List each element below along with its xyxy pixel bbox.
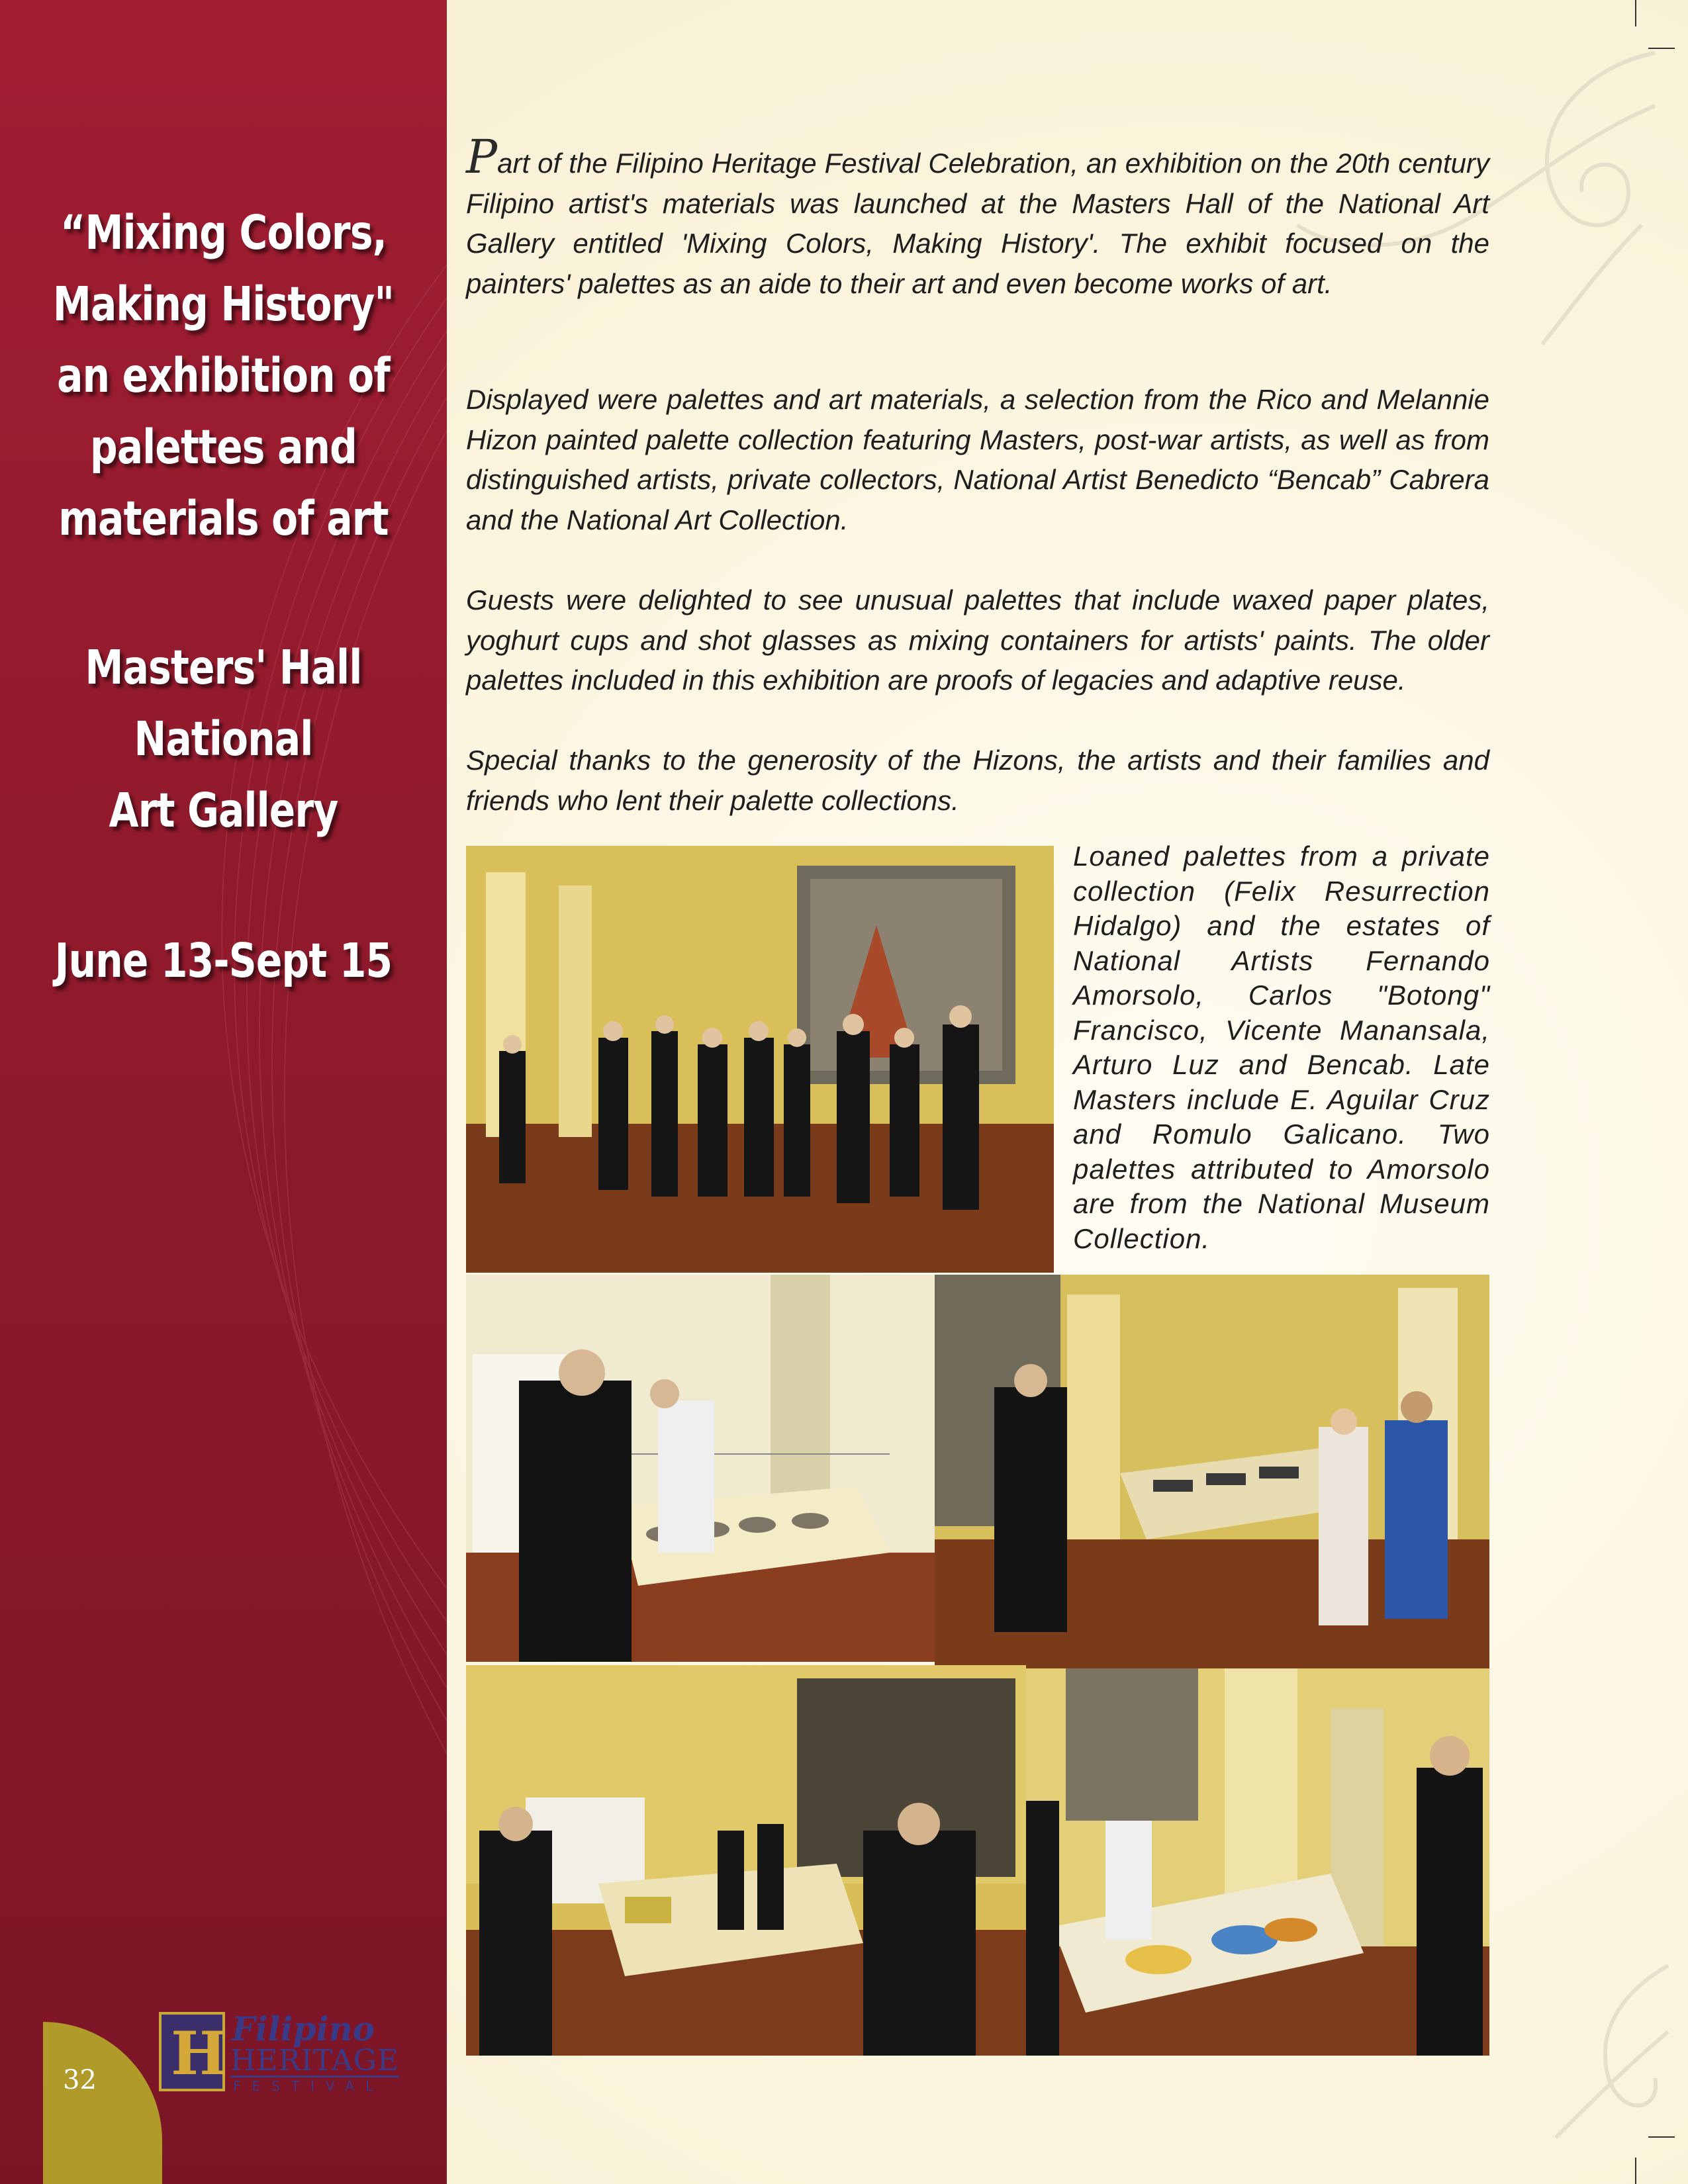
sidebar xyxy=(0,0,447,2184)
title-line: materials of art xyxy=(58,491,389,546)
crop-mark xyxy=(1648,2136,1675,2138)
photo-display-case-4 xyxy=(1026,1668,1489,2056)
crop-mark xyxy=(1648,48,1675,49)
sidebar-title xyxy=(40,197,407,555)
logo-monogram-box xyxy=(159,2012,228,2091)
title-line: Making History" xyxy=(52,277,395,332)
photo-caption: Loaned palettes from a private collection (Felix Resurrection Hidalgo) and the estates of National Artists Fernando Amorsolo, Carlos "Botong" Francisco, Vicente Manansala, Arturo Luz and Bencab. Late Masters include E. Aguilar Cruz and Romulo Galicano. Two palettes attributed to Amorsolo are from the National Museum Collection. xyxy=(1073,841,1490,1254)
venue-line: National xyxy=(134,711,313,766)
photo-guests-gallery xyxy=(466,846,1054,1273)
photo-display-case-1 xyxy=(466,1275,935,1662)
decorative-swirl-bottom xyxy=(1489,1952,1675,2151)
title-line: “Mixing Colors, xyxy=(60,205,387,260)
page-number: 32 xyxy=(63,2065,97,2095)
photo-display-case-2 xyxy=(935,1275,1489,1668)
article-paragraph-4: Special thanks to the generosity of the Hizons, the artists and their families and friends who lent their palette collections. xyxy=(466,745,1489,816)
festival-logo xyxy=(159,2009,399,2095)
article-paragraph-2: Displayed were palettes and art materials, a selection from the Rico and Melannie Hizon painted palette collection featuring Masters, post-war artists, as well as from distinguished artists, private collectors, National Artist Benedicto “Bencab” Cabrera and the National Art Collection. xyxy=(466,384,1489,535)
logo-monogram: H xyxy=(171,2019,228,2089)
title-line: an exhibition of xyxy=(57,348,390,403)
logo-main-text: HERITAGE xyxy=(230,2044,399,2077)
sidebar-venue xyxy=(40,632,407,846)
title-line: palettes and xyxy=(89,420,357,475)
logo-sub-text: FESTIVAL xyxy=(233,2078,385,2094)
crop-mark xyxy=(1635,2158,1636,2184)
photo-display-case-3 xyxy=(466,1665,1026,2056)
drop-cap: P xyxy=(466,130,498,184)
article-paragraph-3: Guests were delighted to see unusual palettes that include waxed paper plates, yoghurt cups and shot glasses as mixing containers for artists' paints. The older palettes included in this exhibition are proofs of legacies and adaptive reuse. xyxy=(466,584,1489,696)
paragraph-text: art of the Filipino Heritage Festival Celebration, an exhibition on the 20th century Filipino artist's materials was launched at the Masters Hall of the National Art Gallery entitled 'Mixing Colors, Making History'. The exhibit focused on the painters' palettes as an aide to their art and even become works of art. xyxy=(466,148,1489,299)
logo-script-text: Filipino xyxy=(232,2009,375,2048)
sidebar-date: June 13-Sept 15 xyxy=(54,933,393,988)
article-paragraph-1 xyxy=(466,130,1489,304)
crop-mark xyxy=(1635,0,1636,26)
venue-line: Art Gallery xyxy=(109,783,338,838)
venue-line: Masters' Hall xyxy=(85,640,362,695)
